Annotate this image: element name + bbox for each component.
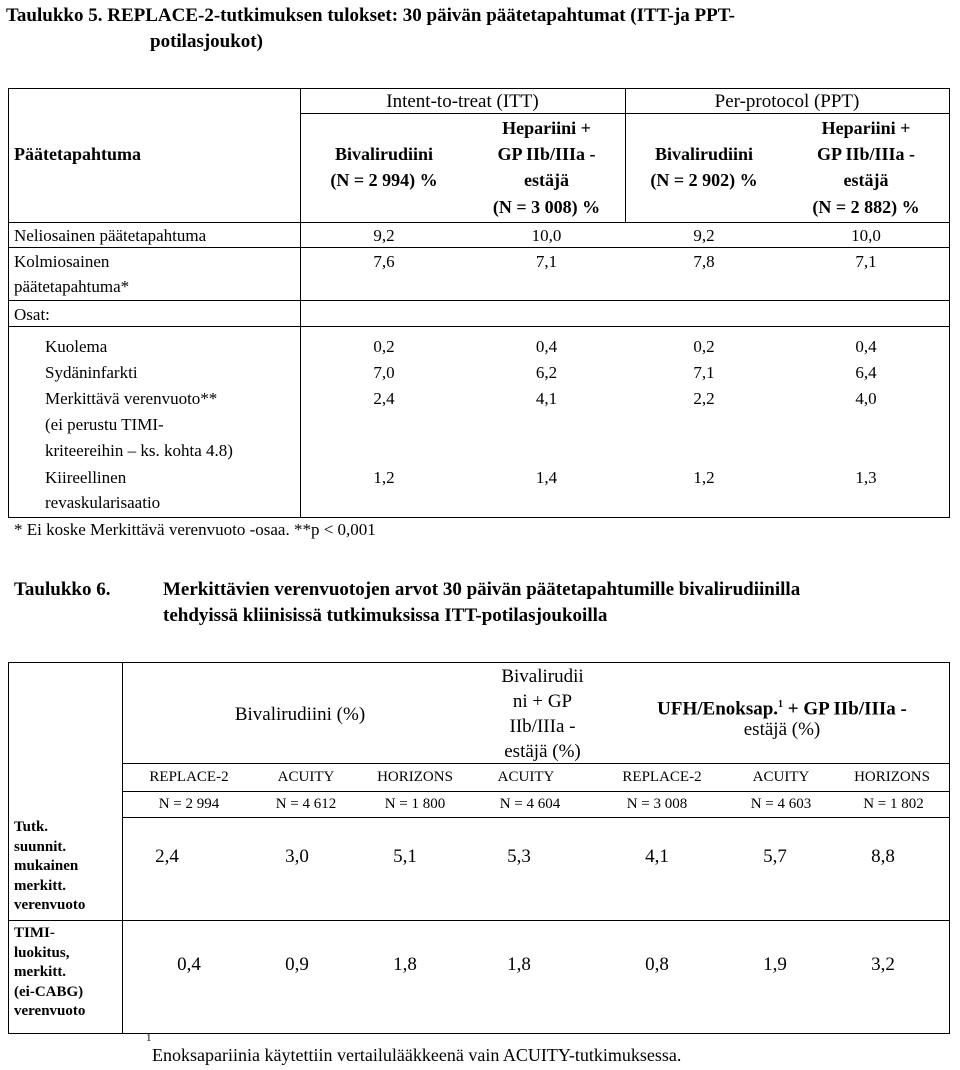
row-label: Kiireellinen xyxy=(45,468,127,487)
table5-title-line1: Taulukko 5. REPLACE-2-tutkimuksen tulokset: 30 päivän päätetapahtumat (ITT-ja PPT- xyxy=(6,5,736,26)
itt-biv-header-1: Bivalirudiini xyxy=(334,144,434,164)
ufh-footnote-mark: 1 xyxy=(778,699,784,710)
row-label-line: merkitt. xyxy=(14,877,67,894)
table6-title-line1: Merkittävien verenvuotojen arvot 30 päivän päätetapahtumille bivalirudiinilla xyxy=(163,579,801,600)
table-cell: 5,7 xyxy=(763,846,787,867)
study-n: N = 3 008 xyxy=(626,796,688,812)
itt-header: Intent-to-treat (ITT) xyxy=(386,91,539,112)
table-cell: 1,2 xyxy=(693,468,715,487)
table6-title-line2: tehdyissä kliinisissä tutkimuksissa ITT-potilasjoukoilla xyxy=(163,605,608,626)
row-label-cont: päätetapahtuma* xyxy=(14,277,130,296)
table-cell: 3,2 xyxy=(871,954,895,975)
table-cell: 7,0 xyxy=(373,363,395,382)
row-label: Kuolema xyxy=(45,337,108,356)
study-name: HORIZONS xyxy=(377,769,453,785)
table-cell: 0,4 xyxy=(535,337,558,356)
itt-hep-header-2: GP IIb/IIIa - xyxy=(497,144,596,164)
row-label-line: verenvuoto xyxy=(14,1003,86,1019)
table-cell: 1,3 xyxy=(855,468,877,487)
row-label: Merkittävä verenvuoto** xyxy=(45,389,218,408)
study-name: HORIZONS xyxy=(854,769,930,785)
study-name: ACUITY xyxy=(277,769,335,785)
table-cell: 10,0 xyxy=(531,226,562,245)
row-label: Sydäninfarkti xyxy=(45,363,138,382)
table-cell: 8,8 xyxy=(871,846,895,867)
table6-label: Taulukko 6. xyxy=(14,579,111,600)
table-cell: 1,2 xyxy=(373,468,395,487)
study-n: N = 1 800 xyxy=(384,796,446,812)
itt-hep-header-4: (N = 3 008) % xyxy=(492,197,601,217)
group-ufh-2: estäjä (%) xyxy=(743,719,821,740)
row-label: Kolmiosainen xyxy=(14,252,110,271)
ppt-biv-header-2: (N = 2 902) % xyxy=(650,170,758,190)
itt-hep-header-3: estäjä xyxy=(524,170,569,190)
table-cell: 9,2 xyxy=(693,226,715,245)
table6-footnote: Enoksapariinia käytettiin vertailulääkkeenä vain ACUITY-tutkimuksessa. xyxy=(152,1045,682,1065)
table-cell: 0,4 xyxy=(855,337,877,356)
row-label-cont: kriteereihin – ks. kohta 4.8) xyxy=(45,441,233,460)
row-label-cont: (ei perustu TIMI- xyxy=(45,415,164,434)
group-bivalirudin: Bivalirudiini (%) xyxy=(234,704,366,725)
table-cell: 7,6 xyxy=(373,252,395,271)
group-bivalirudin-gp-2: ni + GP xyxy=(512,691,573,712)
table-cell: 6,4 xyxy=(855,363,877,382)
table-cell: 7,8 xyxy=(693,252,715,271)
table-cell: 4,1 xyxy=(645,846,669,867)
footnote-mark: 1 xyxy=(146,1032,152,1044)
table-cell: 0,2 xyxy=(693,337,715,356)
table-cell: 7,1 xyxy=(693,363,715,382)
group-bivalirudin-gp-3: IIb/IIIa - xyxy=(509,716,576,737)
ppt-hep-header-3: estäjä xyxy=(843,170,889,190)
table-cell: 1,9 xyxy=(763,954,787,975)
table-cell: 1,8 xyxy=(393,954,417,975)
table-cell: 7,1 xyxy=(855,252,877,271)
itt-hep-header-1: Hepariini + xyxy=(502,118,591,138)
row-label-line: luokitus, xyxy=(14,944,70,961)
table-cell: 0,9 xyxy=(285,954,309,975)
row-label-line: merkitt. xyxy=(14,964,67,980)
table-cell: 4,0 xyxy=(855,389,877,408)
ufh-label-cont: + GP IIb/IIIa - xyxy=(783,698,907,720)
table-cell: 2,2 xyxy=(693,389,715,408)
ppt-hep-header-2: GP IIb/IIIa - xyxy=(816,144,916,164)
study-n: N = 2 994 xyxy=(158,796,220,812)
study-n: N = 4 603 xyxy=(750,796,812,812)
table-cell: 0,2 xyxy=(373,337,395,356)
ppt-hep-header-1: Hepariini + xyxy=(821,118,911,138)
table-cell: 7,1 xyxy=(535,252,558,271)
itt-biv-header-2: (N = 2 994) % xyxy=(330,170,438,190)
table-cell: 0,8 xyxy=(645,954,669,975)
table-cell: 1,4 xyxy=(535,468,558,487)
row-label: Neliosainen päätetapahtuma xyxy=(14,226,207,245)
table-cell: 0,4 xyxy=(177,954,201,975)
table5-footnote: * Ei koske Merkittävä verenvuoto -osaa. **p < 0,001 xyxy=(14,520,376,539)
table-cell: 3,0 xyxy=(285,846,309,867)
table-cell: 5,1 xyxy=(393,846,417,867)
row-label-line: (ei-CABG) xyxy=(14,983,84,1000)
group-bivalirudin-gp-1: Bivalirudii xyxy=(501,666,584,687)
study-n: N = 4 612 xyxy=(275,796,337,812)
row-label-line: suunnit. xyxy=(14,838,67,855)
table-cell: 4,1 xyxy=(535,389,558,408)
study-n: N = 4 604 xyxy=(499,796,561,812)
row-label-protocol xyxy=(14,818,85,916)
ppt-hep-header-4: (N = 2 882) % xyxy=(812,197,920,217)
endpoint-header: Päätetapahtuma xyxy=(14,144,141,164)
table-cell: 1,8 xyxy=(507,954,531,975)
table-cell: 2,4 xyxy=(373,389,395,408)
ppt-header: Per-protocol (PPT) xyxy=(714,91,860,112)
row-label-timi xyxy=(14,924,85,1022)
group-bivalirudin-gp-4: estäjä (%) xyxy=(504,741,581,762)
study-name: REPLACE-2 xyxy=(622,769,702,785)
row-label-line: Tutk. xyxy=(14,819,49,835)
row-label-cont: revaskularisaatio xyxy=(45,493,161,512)
ppt-biv-header-1: Bivalirudiini xyxy=(654,144,754,164)
table-cell: 2,4 xyxy=(155,846,179,867)
row-label-line: verenvuoto xyxy=(14,897,86,913)
ufh-label: UFH/Enoksap. xyxy=(657,698,779,720)
study-name: REPLACE-2 xyxy=(149,769,229,785)
table-cell: 6,2 xyxy=(535,363,558,382)
row-label-line: TIMI- xyxy=(14,925,55,941)
study-name: ACUITY xyxy=(752,769,810,785)
row-label: Osat: xyxy=(14,305,50,324)
table-cell: 9,2 xyxy=(373,226,395,245)
table5-title-line2: potilasjoukot) xyxy=(150,31,263,52)
table-cell: 5,3 xyxy=(507,846,531,867)
table-cell: 10,0 xyxy=(851,226,881,245)
study-n: N = 1 802 xyxy=(863,796,924,812)
row-label-line: mukainen xyxy=(14,858,79,874)
study-name: ACUITY xyxy=(497,769,555,785)
